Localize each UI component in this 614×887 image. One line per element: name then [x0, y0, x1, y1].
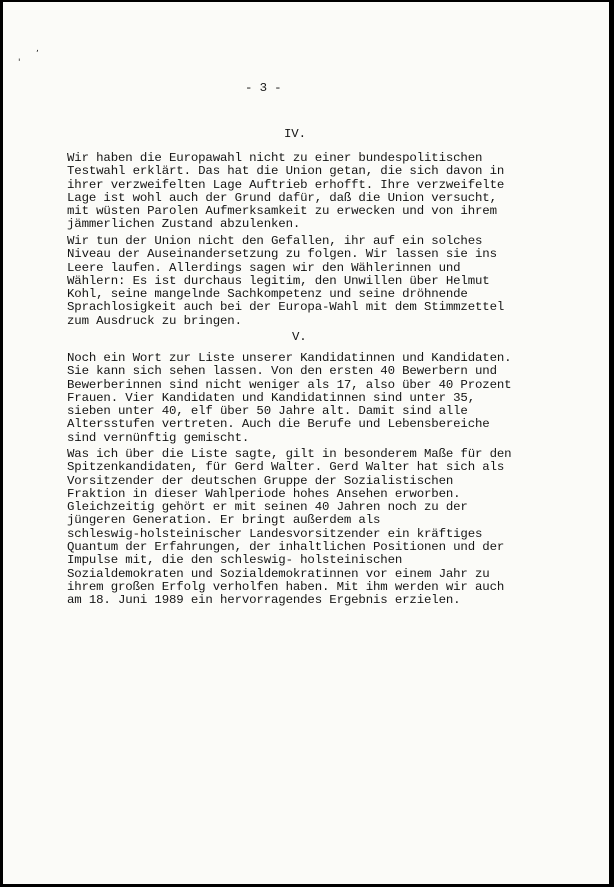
paragraph: Wir tun der Union nicht den Gefallen, ihr auf ein solches Niveau der Auseinandersetzung zu folgen. Wir lassen sie ins Leere laufen. Allerdings sagen wir den Wählerinnen und Wählern: Es ist durchaus legitim, den Unwillen über Helmut Kohl, seine mangelnde Sachkompetenz und seine dröhnende Sprachlosigkeit auch bei der Europa-Wahl mit dem Stimmzettel zum Ausdruck zu bringen. [67, 234, 505, 328]
paragraph: Noch ein Wort zur Liste unserer Kandidatinnen und Kandidaten. Sie kann sich sehen lassen. Von den ersten 40 Bewerbern und Bewerberinnen sind nicht weniger als 17, also über 40 Prozent Frauen. Vier Kandidaten und Kandidatinnen sind unter 35, sieben unter 40, elf über 50 Jahre alt. Damit sind alle Altersstufen vertreten. Auch die Berufe und Lebensbereiche sind vernünftig gemischt. [67, 351, 512, 445]
section-heading-iv: IV. [284, 127, 306, 141]
paragraph: Was ich über die Liste sagte, gilt in besonderem Maße für den Spitzenkandidaten, für Gerd Walter. Gerd Walter hat sich als Vorsitzender der deutschen Gruppe der Sozialistischen Fraktion in dieser Wahlperiode hohes Ansehen erworben. Gleichzeitig gehört er mit seinen 40 Jahren noch zu der jüngeren Generation. Er bringt außerdem als schleswig-holsteinischer Landesvorsitzender ein kräftiges Quantum der Erfahrungen, der inhaltlichen Positionen und der Impulse mit, die den schleswig- holsteinischen Sozialdemokraten und Sozialdemokratinnen vor einem Jahr zu ihrem großen Erfolg verholfen haben. Mit ihm werden wir auch am 18. Juni 1989 ein hervorragendes Ergebnis erzielen. [67, 447, 512, 608]
section-heading-v: V. [292, 330, 307, 344]
page-number: - 3 - [245, 81, 282, 95]
scan-speck: ' [18, 58, 21, 68]
paragraph: Wir haben die Europawahl nicht zu einer bundespolitischen Testwahl erklärt. Das hat die Union getan, die sich davon in ihrer verzweifelten Lage Auftrieb erhofft. Ihre verzweifelte Lage ist wohl auch der Grund dafür, daß die Union versucht, mit wüsten Parolen Aufmerksamkeit zu erwecken und von ihrem jämmerlichen Zustand abzulenken. [67, 151, 505, 232]
scan-speck: , [36, 44, 39, 54]
document-page [3, 2, 609, 884]
